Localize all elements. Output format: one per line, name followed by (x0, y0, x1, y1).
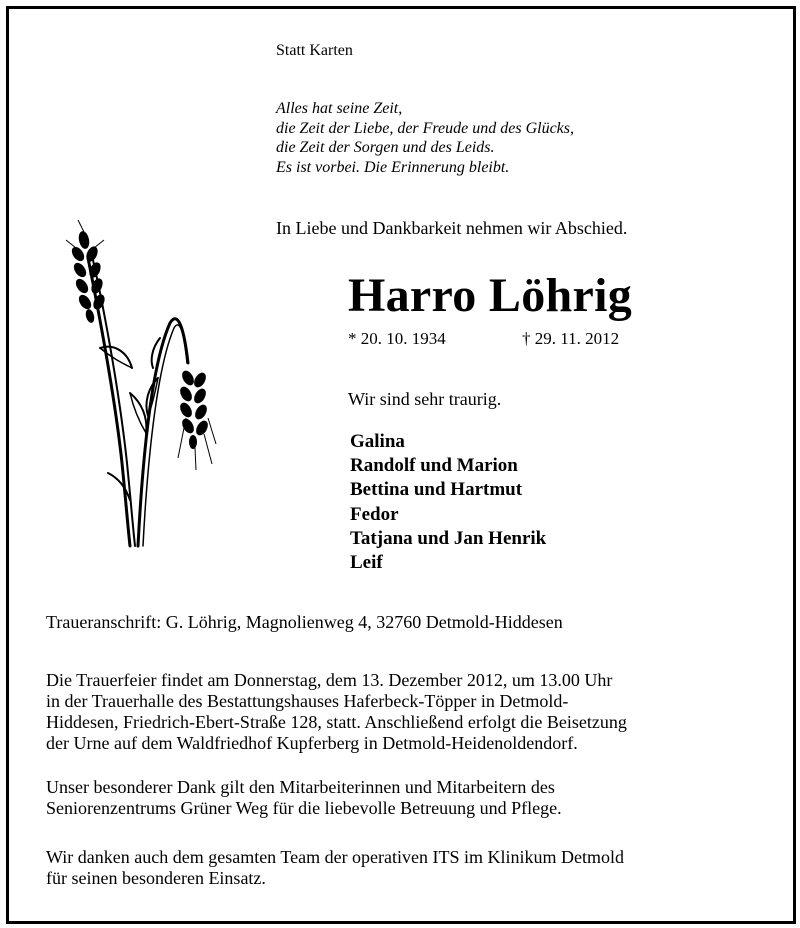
poem (276, 99, 574, 177)
birth-date: * 20. 10. 1934 (348, 329, 446, 348)
family-member: Bettina und Hartmut (350, 479, 523, 501)
paragraph-line: der Urne auf dem Waldfriedhof Kupferberg in Detmold-Heidenoldendorf. (46, 733, 578, 753)
poem-line: Es ist vorbei. Die Erinnerung bleibt. (276, 158, 510, 176)
mourning-address: Traueranschrift: G. Löhrig, Magnolienweg 4, 32760 Detmold-Hiddesen (46, 612, 563, 632)
thanks-its-paragraph (46, 847, 624, 889)
paragraph-line: Wir danken auch dem gesamten Team der operativen ITS im Klinikum Detmold (46, 847, 625, 867)
poem-line: die Zeit der Liebe, der Freude und des Glücks, (276, 119, 575, 137)
family-list (350, 430, 546, 575)
family-member: Galina (350, 431, 405, 452)
poem-line: Alles hat seine Zeit, (276, 100, 403, 117)
poem-line: die Zeit der Sorgen und des Leids. (276, 139, 495, 156)
paragraph-line: Die Trauerfeier findet am Donnerstag, dem 13. Dezember 2012, um 13.00 Uhr (46, 670, 613, 690)
paragraph-line: Seniorenzentrums Grüner Weg für die liebevolle Betreuung und Pflege. (46, 798, 562, 818)
paragraph-line: für seinen besonderen Einsatz. (46, 868, 266, 888)
family-member: Randolf und Marion (350, 455, 518, 477)
thanks-paragraph (46, 777, 562, 819)
family-member: Tatjana und Jan Henrik (350, 527, 547, 549)
funeral-info-paragraph (46, 670, 627, 754)
family-member: Fedor (350, 503, 399, 525)
death-date: † 29. 11. 2012 (522, 329, 620, 348)
paragraph-line: in der Trauerhalle des Bestattungshauses Haferbeck-Töpper in Detmold- (46, 691, 569, 711)
paragraph-line: Hiddesen, Friedrich-Ebert-Straße 128, statt. Anschließend erfolgt die Beisetzung (46, 712, 627, 732)
sad-line: Wir sind sehr traurig. (348, 389, 502, 409)
family-member: Leif (350, 552, 383, 574)
statt-karten-label: Statt Karten (276, 42, 353, 59)
deceased-name: Harro Löhrig (348, 269, 633, 322)
paragraph-line: Unser besonderer Dank gilt den Mitarbeiterinnen und Mitarbeitern des (46, 777, 555, 797)
intro-line: In Liebe und Dankbarkeit nehmen wir Abschied. (276, 218, 628, 238)
wheat-ears-icon (60, 218, 230, 548)
